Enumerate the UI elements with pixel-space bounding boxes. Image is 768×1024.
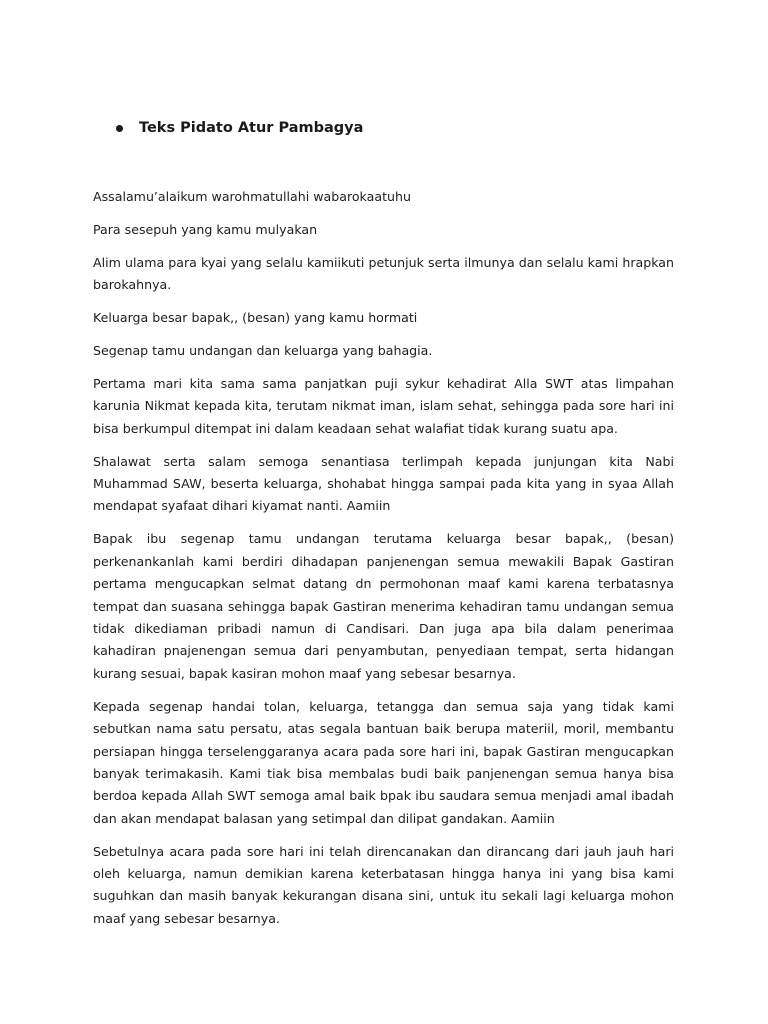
document-heading xyxy=(116,120,363,136)
paragraph-family: Keluarga besar bapak,, (besan) yang kamu hormati xyxy=(93,310,418,326)
paragraph-gratitude: Pertama mari kita sama sama panjatkan puji sykur kehadirat Alla SWT atas limpahan karunia Nikmat kepada kita, terutam nikmat iman, islam sehat, sehingga pada sore hari ini bisa berkumpul ditempat ini dalam keadaan sehat walafiat tidak kurang suatu apa. xyxy=(93,375,674,436)
paragraph-greeting: Assalamu’alaikum warohmatullahi wabarokaatuhu xyxy=(93,189,411,204)
paragraph-welcome: Bapak ibu segenap tamu undangan terutama keluarga besar bapak,, (besan) perkenankanlah kami berdiri dihadapan panjenengan semua mewakili Bapak Gastiran pertama mengucapkan selmat datang dn permohonan maaf kami karena terbatasnya tempat dan suasana sehingga bapak Gastiran menerima kehadiran tamu undangan semua tidak dikediaman pribadi namun di Candisari. Dan juga apa bila dalam penerimaa kahadiran pnajenengan semua dari penyambutan, penyediaan tempat, serta hidangan kurang sesuai, bapak kasiran mohon maaf yang sebesar besarnya. xyxy=(93,531,674,681)
heading-text: Teks Pidato Atur Pambagya xyxy=(139,120,364,136)
bullet-icon xyxy=(116,125,123,132)
paragraph-guests: Segenap tamu undangan dan keluarga yang bahagia. xyxy=(93,343,433,359)
paragraph-thanks: Kepada segenap handai tolan, keluarga, tetangga dan semua saja yang tidak kami sebutkan nama satu persatu, atas segala bantuan baik berupa materiil, moril, membantu persiapan hingga terselenggaranya acara pada sore hari ini, bapak Gastiran mengucapkan banyak terimakasih. Kami tiak bisa membalas budi baik panjenengan semua hanya bisa berdoa kepada Allah SWT semoga amal baik bpak ibu saudara semua menjadi amal ibadah dan akan mendapat balasan yang setimpal dan dilipat gandakan. Aamiin xyxy=(93,698,674,826)
paragraph-ulama: Alim ulama para kyai yang selalu kamiikuti petunjuk serta ilmunya dan selalu kami hrapkan barokahnya. xyxy=(93,254,674,293)
paragraph-apology: Sebetulnya acara pada sore hari ini telah direncanakan dan dirancang dari jauh jauh hari oleh keluarga, namun demikian karena keterbatasan hingga hanya ini yang bisa kami suguhkan dan masih banyak kekurangan disana sini, untuk itu sekali lagi keluarga mohon maaf yang sebesar besarnya. xyxy=(93,843,674,926)
document-body xyxy=(93,186,674,941)
paragraph-shalawat: Shalawat serta salam semoga senantiasa terlimpah kepada junjungan kita Nabi Muhammad SAW, beserta keluarga, shohabat hingga sampai pada kita yang in syaa Allah mendapat syafaat dihari kiyamat nanti. Aamiin xyxy=(93,453,674,514)
paragraph-elders: Para sesepuh yang kamu mulyakan xyxy=(93,221,318,237)
